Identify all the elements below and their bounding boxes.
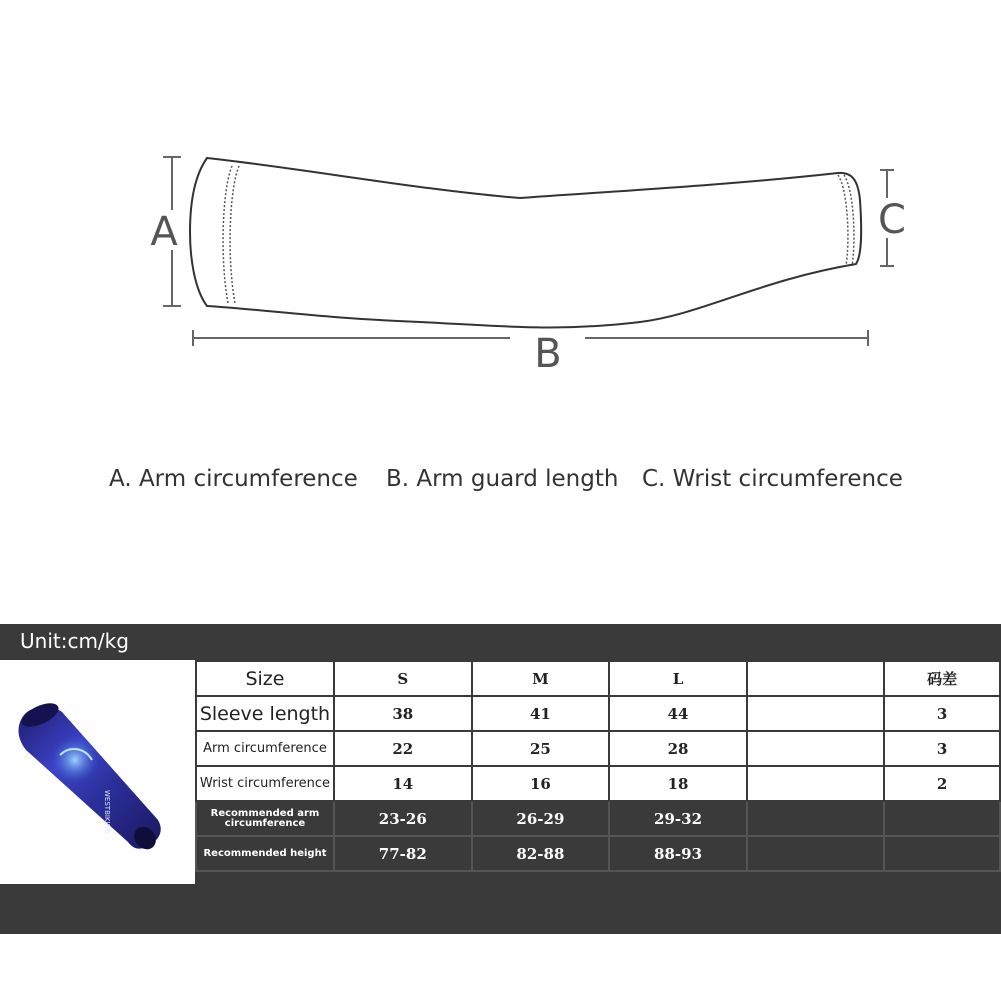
- dim-c-label: C: [878, 197, 906, 243]
- cell: 26-29: [472, 801, 610, 836]
- cell: 22: [334, 731, 472, 766]
- bottom-bar: [0, 884, 1001, 934]
- cell: [747, 731, 884, 766]
- header-size-diff: 码差: [884, 661, 1000, 696]
- row-label-wrist-circumference: Wrist circumference: [196, 766, 334, 801]
- row-label-recommended-arm: Recommended arm circumference: [196, 801, 334, 836]
- cell: 3: [884, 731, 1000, 766]
- legend-b: B. Arm guard length: [386, 466, 619, 492]
- header-blank: [747, 661, 884, 696]
- cell-blank: [884, 836, 1000, 871]
- dimension-b: [193, 330, 868, 377]
- dim-b-label: B: [534, 331, 562, 377]
- cell: 23-26: [334, 801, 472, 836]
- cell: 18: [609, 766, 747, 801]
- header-row: [196, 661, 1000, 696]
- cell: 25: [472, 731, 610, 766]
- cell: [747, 766, 884, 801]
- header-s: S: [334, 661, 472, 696]
- size-chart: [0, 624, 1001, 934]
- table-row-recommended-height: [196, 836, 1000, 871]
- cell: 16: [472, 766, 610, 801]
- cell: [747, 696, 884, 731]
- cell: 77-82: [334, 836, 472, 871]
- cell: 29-32: [609, 801, 747, 836]
- legend-a: A. Arm circumference: [109, 466, 358, 492]
- header-size: Size: [196, 661, 334, 696]
- arm-sleeve-product-image: [0, 660, 195, 884]
- cell: 14: [334, 766, 472, 801]
- cell: 88-93: [609, 836, 747, 871]
- row-label-arm-circumference: Arm circumference: [196, 731, 334, 766]
- cell: 3: [884, 696, 1000, 731]
- dimension-legend: [0, 462, 1001, 502]
- cell-blank: [747, 801, 884, 836]
- row-label-sleeve-length: Sleeve length: [196, 696, 334, 731]
- cell: 28: [609, 731, 747, 766]
- cell: 2: [884, 766, 1000, 801]
- legend-c: C. Wrist circumference: [642, 466, 903, 492]
- header-l: L: [609, 661, 747, 696]
- dim-a-label: A: [150, 209, 178, 255]
- sleeve-dimension-diagram: [0, 0, 1001, 420]
- cell-blank: [747, 836, 884, 871]
- table-row-recommended-arm: [196, 801, 1000, 836]
- row-label-recommended-height: Recommended height: [196, 836, 334, 871]
- table-row: [196, 696, 1000, 731]
- sleeve-outline: [190, 158, 861, 327]
- dimension-a: [150, 157, 181, 306]
- cell-blank: [884, 801, 1000, 836]
- dimension-c: [878, 170, 908, 266]
- size-table: [195, 660, 1001, 872]
- table-row: [196, 766, 1000, 801]
- unit-label: Unit:cm/kg: [20, 629, 129, 653]
- unit-bar: [0, 624, 1001, 660]
- svg-text:WESTBIKING: WESTBIKING: [103, 790, 111, 835]
- cell: 41: [472, 696, 610, 731]
- cell: 44: [609, 696, 747, 731]
- cell: 38: [334, 696, 472, 731]
- table-row: [196, 731, 1000, 766]
- product-image-cell: [0, 660, 195, 884]
- cell: 82-88: [472, 836, 610, 871]
- header-m: M: [472, 661, 610, 696]
